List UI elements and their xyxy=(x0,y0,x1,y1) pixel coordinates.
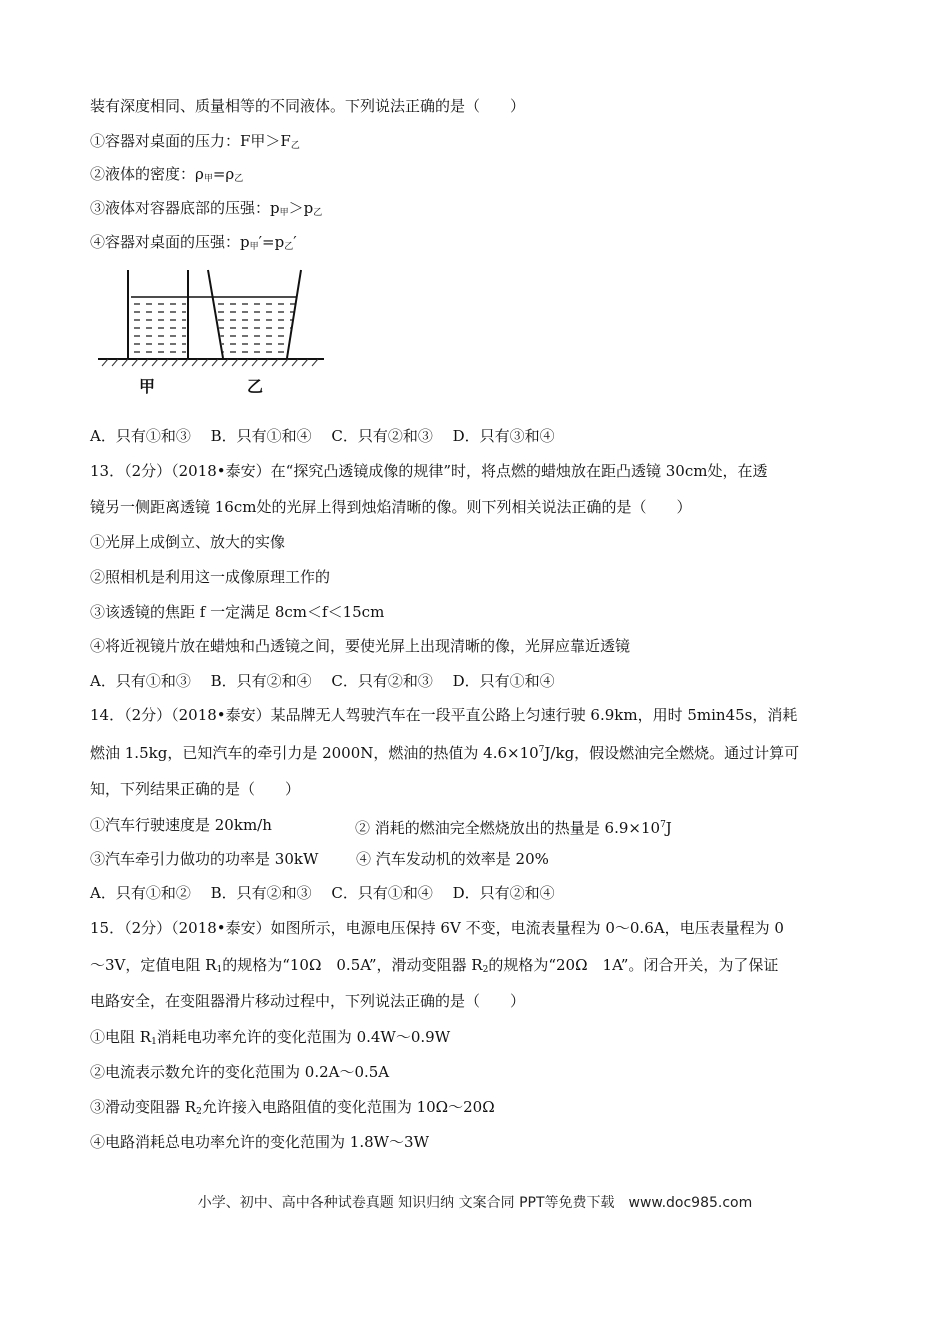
q15-statement-2: ②电流表示数允许的变化范围为 0.2A～0.5A xyxy=(90,1063,390,1081)
q14-statement-1: ①汽车行驶速度是 20km/h xyxy=(90,816,272,834)
q12-s4-sub2: 乙 xyxy=(284,242,294,252)
q13-statement-3: ③该透镜的焦距 f 一定满足 8cm＜f＜15cm xyxy=(90,603,385,621)
q13-statement-4: ④将近视镜片放在蜡烛和凸透镜之间，要使光屏上出现清晰的像，光屏应靠近透镜 xyxy=(90,637,631,655)
q15-line-1: 15．（2分）（2018•泰安）如图所示，电源电压保持 6V 不变，电流表量程为 0～0.6A，电压表量程为 0 xyxy=(90,919,784,937)
q12-s3-sub1: 甲 xyxy=(279,208,289,218)
q15-s3-b: 允许接入电路阻值的变化范围为 10Ω～20Ω xyxy=(201,1098,495,1116)
right-liquid xyxy=(214,297,296,357)
containers-figure xyxy=(96,268,326,400)
q15-line-3: 电路安全，在变阻器滑片移动过程中，下列说法正确的是（ ） xyxy=(90,992,526,1010)
q15-l2-sub2: 2 xyxy=(482,965,489,975)
q15-s3-sub: 2 xyxy=(196,1107,202,1117)
q12-s4-c: ′ xyxy=(293,233,297,251)
q14-l2-sup: 7 xyxy=(538,745,545,755)
q13-statement-1: ①光屏上成倒立、放大的实像 xyxy=(90,533,286,551)
label-yi: 乙 xyxy=(247,377,264,396)
q13-options: A．只有①和③ B．只有②和④ C．只有②和③ D．只有①和④ xyxy=(90,672,555,690)
q15-s1-sub: 1 xyxy=(151,1037,157,1047)
q12-s4-b: ′=p xyxy=(258,233,285,251)
page-footer: 小学、初中、高中各种试卷真题 知识归纳 文案合同 PPT等免费下载 www.doc985.com xyxy=(197,1195,753,1211)
q15-s1-a: ①电阻 R xyxy=(90,1028,152,1046)
q14-s2-sup: 7 xyxy=(660,820,666,830)
q14-line-1: 14．（2分）（2018•泰安）某品牌无人驾驶汽车在一段平直公路上匀速行驶 6.9km，用时 5min45s，消耗 xyxy=(90,706,798,724)
q12-s3-a: ③液体对容器底部的压强：p xyxy=(90,199,280,217)
q12-s1-text: ①容器对桌面的压力：F甲＞F xyxy=(90,132,291,150)
q14-options: A．只有①和② B．只有②和③ C．只有①和④ D．只有②和④ xyxy=(90,884,555,902)
q15-statement-4: ④电路消耗总电功率允许的变化范围为 1.8W～3W xyxy=(90,1133,430,1151)
q14-s2-a: ② 消耗的燃油完全燃烧放出的热量是 6.9×10 xyxy=(355,819,661,837)
q12-options: A．只有①和③ B．只有①和④ C．只有②和③ D．只有③和④ xyxy=(90,427,555,445)
q14-line-2 xyxy=(90,740,799,763)
q15-statement-1 xyxy=(90,1027,450,1052)
q12-s3-sub2: 乙 xyxy=(313,208,323,218)
q15-s3-a: ③滑动变阻器 R xyxy=(90,1098,197,1116)
q15-l2-sub1: 1 xyxy=(216,965,223,975)
q14-l2-b: J/kg，假设燃油完全燃烧。通过计算可 xyxy=(544,744,800,762)
label-jia: 甲 xyxy=(139,377,156,396)
q12-statement-3 xyxy=(90,198,322,223)
q15-s1-b: 消耗电功率允许的变化范围为 0.4W～0.9W xyxy=(156,1028,451,1046)
q12-s2-sub2: 乙 xyxy=(234,174,244,184)
q15-line-2 xyxy=(90,955,778,980)
q12-s3-b: ＞p xyxy=(288,199,314,217)
q12-s2-b: =ρ xyxy=(212,165,235,183)
q13-line-2: 镜另一侧距离透镜 16cm处的光屏上得到烛焰清晰的像。则下列相关说法正确的是（ ） xyxy=(90,498,692,516)
q12-stem: 装有深度相同、质量相等的不同液体。下列说法正确的是（ ） xyxy=(90,97,526,115)
q14-statement-3: ③汽车牵引力做功的功率是 30kW xyxy=(90,850,319,868)
q12-s2-sub1: 甲 xyxy=(203,174,213,184)
q12-s4-a: ④容器对桌面的压强：p xyxy=(90,233,250,251)
q12-statement-1 xyxy=(90,131,300,156)
q15-l2-b: 的规格为“10Ω 0.5A”，滑动变阻器 R xyxy=(222,956,483,974)
q15-statement-3 xyxy=(90,1097,495,1122)
left-liquid xyxy=(131,297,186,357)
q14-l2-a: 燃油 1.5kg，已知汽车的牵引力是 2000N，燃油的热值为 4.6×10 xyxy=(90,744,539,762)
q14-statement-4: ④ 汽车发动机的效率是 20% xyxy=(356,850,549,868)
q15-l2-a: ～3V，定值电阻 R xyxy=(90,956,217,974)
q14-statement-2 xyxy=(355,815,672,838)
table-hatching xyxy=(102,359,318,366)
q14-line-3: 知，下列结果正确的是（ ） xyxy=(90,780,301,798)
q15-l2-c: 的规格为“20Ω 1A”。闭合开关，为了保证 xyxy=(488,956,779,974)
containers-diagram xyxy=(96,268,326,400)
q13-statement-2: ②照相机是利用这一成像原理工作的 xyxy=(90,568,331,586)
q12-statement-4 xyxy=(90,232,297,257)
q12-s4-sub1: 甲 xyxy=(249,242,259,252)
q12-statement-2 xyxy=(90,164,243,189)
q12-s1-sub: 乙 xyxy=(290,141,300,151)
q12-s2-a: ②液体的密度：ρ xyxy=(90,165,204,183)
q13-line-1: 13．（2分）（2018•泰安）在“探究凸透镜成像的规律”时，将点燃的蜡烛放在距凸透镜 30cm处，在透 xyxy=(90,462,768,480)
q14-s2-b: J xyxy=(665,819,672,837)
